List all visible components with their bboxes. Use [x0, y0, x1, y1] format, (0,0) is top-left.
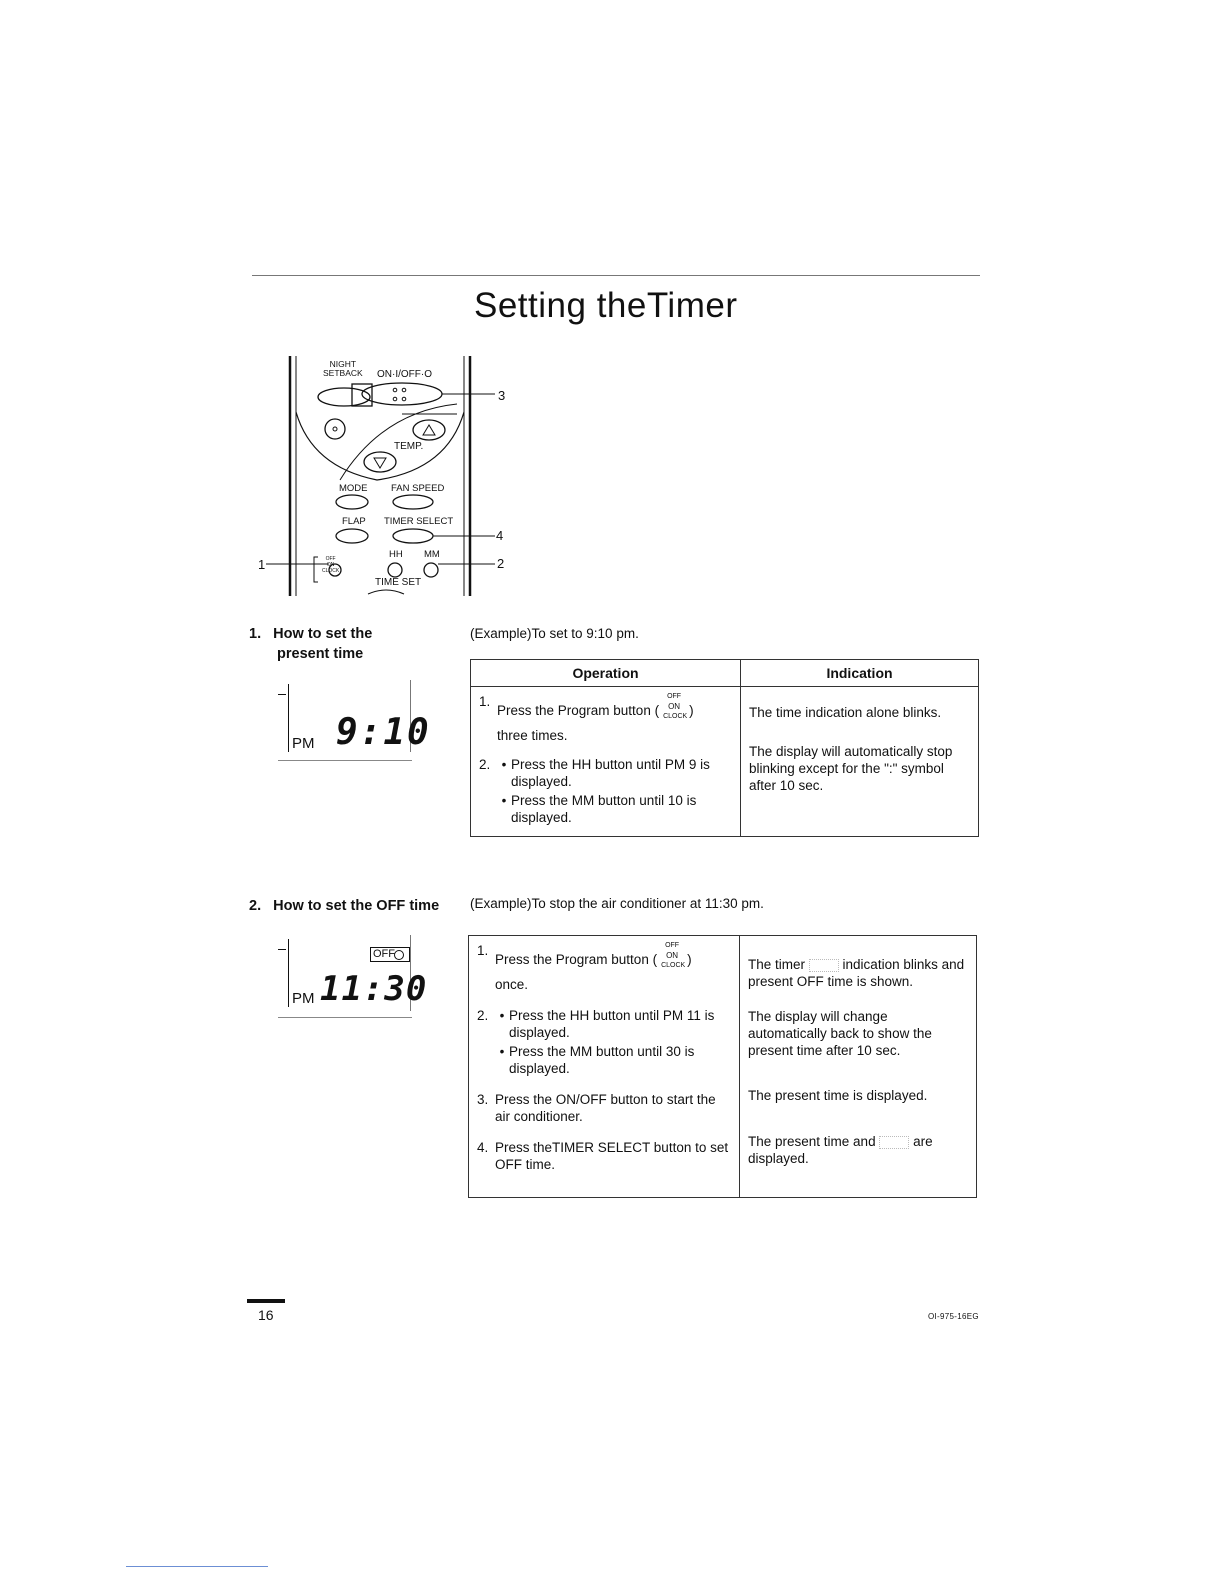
remote-fan-speed-label: FAN SPEED — [391, 483, 445, 494]
remote-mode-label: MODE — [339, 483, 368, 494]
lcd-present-time — [278, 680, 431, 762]
lcd-clock-icon — [394, 950, 404, 960]
lcd-pm-label: PM — [292, 990, 315, 1007]
section1-operations-cell — [471, 687, 741, 837]
program-button-icon: OFF ON CLOCK — [661, 942, 686, 969]
section2-heading: 2. How to set the OFF time — [249, 898, 440, 914]
timer-indicator-icon — [809, 959, 839, 972]
section2-step-1: 1. Press the Program button ( OFF ON CLOCK ) once. — [477, 942, 692, 992]
timer-indicator-icon — [879, 1136, 909, 1149]
section2-indication-1: The timer indication blinks and present OFF time is shown. — [748, 957, 965, 989]
page-number-bar — [247, 1299, 285, 1303]
callout-2: 2 — [497, 556, 505, 571]
remote-temp-label: TEMP. — [394, 441, 424, 452]
callout-3: 3 — [498, 388, 506, 403]
col-indication-header: Indication — [741, 660, 979, 687]
lcd-off-time — [278, 935, 428, 1019]
section2-step-3: 3. Press the ON/OFF button to start the air conditioner. — [477, 1092, 716, 1124]
section1-heading: 1. How to set the present time — [249, 626, 373, 662]
section2-example: (Example)To stop the air conditioner at 11:30 pm. — [470, 896, 764, 911]
lcd-time-digits: 9:10 — [336, 712, 431, 753]
remote-time-set-label: TIME SET — [375, 577, 422, 588]
remote-hh-label: HH — [389, 549, 403, 560]
page-title: Setting theTimer — [474, 286, 738, 325]
section1-step-1: 1. Press the Program button ( OFF ON CLOCK ) three times. — [479, 693, 694, 743]
remote-flap-label: FLAP — [342, 516, 366, 527]
section2-operations-cell — [469, 936, 740, 1198]
remote-program-switch-label: OFF ON CLOCK — [322, 556, 340, 574]
section2-step-2: 2. • Press the HH button until PM 11 is displayed. • Press the MM button until 30 is displayed. — [477, 1008, 715, 1076]
bottom-link-underline — [126, 1566, 268, 1567]
section2-step-4: 4. Press theTIMER SELECT button to set OFF time. — [477, 1140, 729, 1172]
remote-mm-label: MM — [424, 549, 440, 560]
document-code: OI-975-16EG — [928, 1312, 979, 1321]
section1-example: (Example)To set to 9:10 pm. — [470, 626, 639, 641]
section2-table — [468, 935, 977, 1198]
remote-night-setback-label: NIGHT SETBACK — [323, 359, 363, 378]
remote-control-illustration — [252, 352, 522, 602]
lcd-off-badge: OFF — [370, 947, 410, 962]
col-operation-header: Operation — [471, 660, 741, 687]
section1-step-2: 2. • Press the HH button until PM 9 is displayed. • Press the MM button until 10 is displayed. — [479, 757, 710, 825]
callout-4: 4 — [496, 528, 504, 543]
program-button-icon: OFF ON CLOCK — [663, 693, 688, 720]
top-rule — [252, 275, 980, 276]
remote-on-off-label: ON·I/OFF·O — [377, 369, 432, 380]
page-number: 16 — [258, 1307, 274, 1323]
section2-indications-cell: The timer indication blinks and present OFF time is shown. The display will change automatically back to show the present time after 10 sec. The present time is displayed. The present time and are displayed. — [740, 936, 977, 1198]
callout-1: 1 — [258, 557, 266, 572]
section2-indication-4: The present time and are displayed. — [748, 1134, 933, 1166]
remote-timer-select-label: TIMER SELECT — [384, 516, 454, 527]
lcd-time-digits: 11:30 — [320, 969, 428, 1009]
section1-table — [470, 659, 979, 837]
lcd-pm-label: PM — [292, 735, 315, 752]
section1-indications-cell: The time indication alone blinks. The display will automatically stop blinking except for the ":" symbol after 10 sec. — [741, 687, 979, 837]
